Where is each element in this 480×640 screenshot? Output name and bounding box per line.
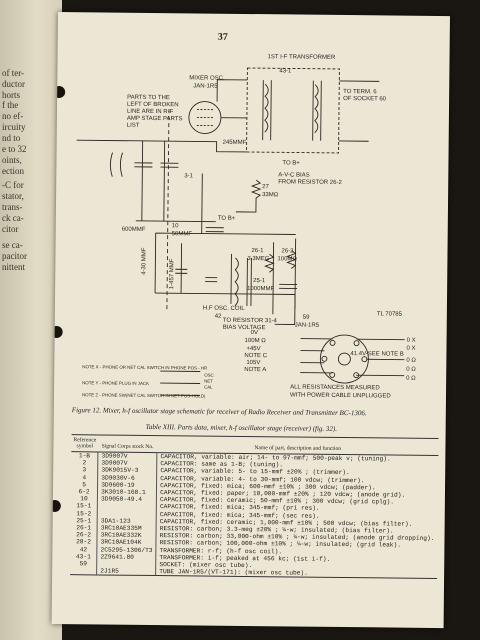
- tl-number: TL 70785: [376, 311, 403, 318]
- reference-symbol-cell: 25-1: [76, 517, 92, 525]
- c251-value: 1000MMF: [247, 285, 275, 293]
- figure-caption: Figure 12. Mixer, h-f oscillator stage schematic for receiver of Radio Receiver and Transmitter BC-1306.: [71, 406, 367, 418]
- part-description-cell: TUBE JAN-1R5/(VT-171): (mixer osc tube).: [156, 568, 437, 579]
- stock-number-cell: 3RC10AE335M: [97, 524, 156, 532]
- facing-text-fragment: stator,: [2, 191, 24, 201]
- tube59-name: JAN-1R5: [294, 322, 320, 329]
- part-description-cell: CAPACITOR, fixed: mica; 345-mmf; (sec res).: [156, 511, 437, 521]
- osc-coil-label: H.F OSC. COIL: [202, 305, 245, 312]
- r261-value: 3.3MEG: [247, 255, 270, 263]
- column-header: Signal Corps stock No.: [98, 435, 157, 453]
- stock-number-cell: 3D9050-49.4: [98, 496, 157, 504]
- part-description-cell: RESISTOR: carbon; 33,000-ohm ±10% ; ¼-w; insulated; (anode grid dropping).: [156, 532, 437, 542]
- stock-number-cell: 3D9007V: [98, 452, 157, 460]
- facing-text-fragment: nittent: [2, 262, 25, 272]
- part-description-cell: CAPACITOR, fixed: mica; 345-mmf; (pri res).: [156, 503, 437, 513]
- stock-number-cell: 2C5295-1306/T3: [97, 546, 156, 554]
- parts-note-line: LIST: [126, 122, 140, 129]
- resistance-label: 0 Ω: [406, 366, 416, 373]
- column-header: Reference symbol: [71, 435, 98, 452]
- measured-note: ALL RESISTANCES MEASURED: [290, 384, 380, 392]
- r261-label: 26-1: [251, 248, 264, 255]
- reference-symbol-cell: 5: [82, 481, 87, 489]
- socket-diagram: [320, 335, 369, 384]
- page-number: 37: [217, 31, 228, 43]
- part-description-cell: CAPACITOR, variable: 5- to 15-mmf ±20% ; (trimmer).: [157, 467, 438, 477]
- stock-number-cell: 3D9007V: [98, 460, 157, 468]
- osc-row-label: CAL: [204, 384, 213, 390]
- voltage-label: 100M Ω: [244, 337, 266, 345]
- part-description-cell: CAPACITOR, fixed: mica; 600-mmf ±10% ; 300 vdcw; (padder).: [157, 482, 438, 492]
- term6-label: OF SOCKET 60: [343, 95, 387, 103]
- resistance-label: 0 Ω: [406, 357, 416, 364]
- reference-symbol-cell: 15-2: [76, 509, 92, 518]
- reference-symbol-cell: 43-1: [75, 553, 91, 561]
- stock-number-cell: 3RC10AE104K: [97, 539, 156, 547]
- see-note-label: 41.4V-SEE NOTE B: [350, 351, 404, 358]
- facing-text-fragment: no ef-: [2, 111, 24, 121]
- part-description-cell: CAPACITOR, variable: 4- to 30-mmf; 100 vdcw; (trimmer).: [157, 475, 438, 485]
- part-description-cell: TRANSFORMER: r-f; (h-f osc coil).: [156, 547, 437, 557]
- avc-label: FROM RESISTOR 26-2: [278, 179, 342, 186]
- reference-symbol-cell: 42: [79, 545, 88, 553]
- facing-text-fragment: trans-: [2, 202, 23, 212]
- c251-label: 25-1: [253, 278, 266, 285]
- reference-symbol-cell: 28-2: [76, 538, 92, 546]
- avc-label: A-V-C BIAS: [278, 172, 310, 179]
- reference-symbol-cell: 1-B: [78, 452, 91, 460]
- stock-number-cell: 3DK9015V-3: [98, 467, 157, 475]
- facing-text-fragment: ck ca-: [2, 213, 24, 223]
- c1457-label: 1-457 MMF: [169, 258, 176, 290]
- voltage-label: NOTE A: [244, 366, 267, 374]
- reference-symbol-cell: 2: [82, 459, 87, 467]
- note-z: NOTE Z - PHONE SW(NET CAL SWITCH IN NET POS-HOLD): [81, 392, 206, 399]
- resistance-label: 0 X: [406, 345, 416, 352]
- r262-label: 26-2: [281, 248, 294, 255]
- column-header: Name of part, description and function: [157, 436, 438, 456]
- facing-text-fragment: pacitor: [2, 251, 27, 261]
- facing-text-fragment: ductor: [2, 79, 25, 89]
- if-ref-label: 43-1: [279, 68, 292, 75]
- voltage-label: 105V: [246, 359, 261, 367]
- reference-symbol-cell: 26-2: [76, 531, 92, 539]
- stock-number-cell: 2J1R5: [97, 568, 156, 576]
- facing-text-fragment: nd to: [2, 133, 21, 143]
- stock-number-cell: 3D9030V-6: [98, 474, 157, 482]
- note-x: NOTE X - PHONE OR NET CAL SWITCH IN PHONE POS - HR: [82, 364, 208, 371]
- c245-label: 245MMF: [222, 139, 247, 146]
- parts-note-line: AMP STAGE PARTS: [126, 115, 183, 123]
- stock-number-cell: 2Z9641.80: [97, 553, 156, 561]
- r27-label: 27: [262, 184, 269, 191]
- reference-symbol-cell: 3: [82, 466, 87, 474]
- if-transformer-label: 1ST I-F TRANSFORMER: [267, 54, 336, 61]
- to-bplus-label: TO B+: [282, 160, 300, 167]
- voltage-label: +45V: [246, 345, 261, 353]
- facing-text-fragment: of ter-: [2, 68, 25, 78]
- facing-text-fragment: oints,: [2, 155, 22, 165]
- manual-page: [52, 12, 450, 628]
- part-description-cell: TRANSFORMER: i-f; peaked at 456 kc; (1st i-f).: [156, 554, 437, 564]
- stock-number-cell: 3D9600-19: [98, 481, 157, 489]
- c3-1-label: 3-1: [184, 173, 193, 180]
- facing-text-fragment: horts: [2, 90, 20, 100]
- parts-note-line: PARTS TO THE: [127, 94, 170, 102]
- facing-text-fragment: f the: [2, 100, 19, 110]
- table-title: Table XIII. Parts data, mixer, h-f oscillator stage (receiver) (fig. 32).: [145, 422, 338, 433]
- reference-symbol-cell: [70, 567, 97, 575]
- c50-label: 50MMF: [171, 231, 193, 238]
- if-transformer-box: [247, 68, 340, 153]
- part-description-cell: SOCKET: (mixer osc tube).: [156, 561, 437, 571]
- parts-note-line: LEFT OF BROKEN: [127, 101, 179, 109]
- c600-label: 600MMF: [121, 226, 146, 233]
- osc-row-label: NET: [204, 378, 213, 384]
- part-description-cell: CAPACITOR, variable: air; 14- to 97-mmf; 500-peak v; (tuning).: [157, 453, 438, 464]
- r262-value: 100MΩ: [277, 256, 297, 263]
- c430-label: 4-30 MMF: [141, 247, 148, 275]
- part-description-cell: RESISTOR: carbon; 3.3-meg ±20% ; ¼-w; insulated; (bias filter).: [156, 525, 437, 535]
- parts-table: [70, 434, 438, 579]
- measured-note: WITH POWER CABLE UNPLUGGED: [289, 392, 391, 400]
- part-description-cell: RESISTOR: carbon; 100,000-ohm ±10% ; ¼-w; insulated; (grid leak).: [156, 539, 437, 549]
- voltage-label: 0V: [250, 330, 259, 337]
- facing-text-fragment: ection: [2, 166, 24, 176]
- stock-number-cell: 3DA1-123: [97, 517, 156, 525]
- parts-note-line: LINE ARE IN R-F: [126, 108, 174, 116]
- facing-text-fragment: se ca-: [2, 240, 23, 250]
- facing-text-fragment: citor: [2, 224, 19, 234]
- part-description-cell: CAPACITOR, fixed: ceramic; 50-mmf ±10% ; 300 vdcw; (grid cplg).: [157, 496, 438, 506]
- facing-text-fragment: e to 32: [2, 144, 27, 154]
- voltage-label: NOTE C: [244, 352, 268, 360]
- to-bplus-label: TO B+: [217, 215, 236, 222]
- part-description-cell: CAPACITOR, fixed: paper; 10,000-mmf ±20% ; 120 vdcw; (anode grid).: [157, 489, 438, 499]
- schematic-diagram: [54, 12, 450, 408]
- resistance-label: 0 Ω: [406, 375, 416, 382]
- resistance-label: 0 X: [406, 337, 416, 344]
- mixer-label: MIXER OSC.: [189, 75, 225, 82]
- term6-label: TO TERM. 6: [343, 88, 377, 96]
- osc-ref-label: 42: [214, 313, 222, 320]
- stock-number-cell: 3RC10AE332K: [97, 532, 156, 540]
- reference-symbol-cell: 10: [80, 495, 88, 503]
- binder-hole: [52, 500, 61, 512]
- facing-text-fragment: -C for: [2, 180, 24, 190]
- stock-number-cell: 3K3010-168.1: [98, 488, 157, 496]
- c10-label: 10: [171, 223, 179, 230]
- note-y: NOTE Y - PHONE PLUG IN JACK: [82, 380, 150, 386]
- to-resistor-label: TO RESISTOR 31-4: [222, 317, 277, 325]
- reference-symbol-cell: 59: [79, 560, 88, 568]
- facing-text-fragment: ircuity: [2, 122, 26, 132]
- mixer-tube-label: JAN-1R5: [193, 83, 218, 90]
- reference-symbol-cell: 4: [82, 473, 87, 481]
- to-resistor-label: BIAS VOLTAGE: [222, 324, 266, 332]
- reference-symbol-cell: 15-1: [76, 502, 92, 510]
- part-description-cell: CAPACITOR: same as 1-B; (tuning).: [157, 460, 438, 470]
- tube59-label: 59: [302, 314, 310, 321]
- part-description-cell: CAPACITOR, fixed: ceramic; 1,000-mmf ±10% ; 500 vdcw; (bias filter).: [156, 518, 437, 528]
- osc-row-label: OSC: [204, 372, 214, 378]
- r27-value: 33MΩ: [262, 192, 279, 199]
- reference-symbol-cell: 6-2: [78, 488, 90, 496]
- reference-symbol-cell: 26-1: [76, 524, 92, 532]
